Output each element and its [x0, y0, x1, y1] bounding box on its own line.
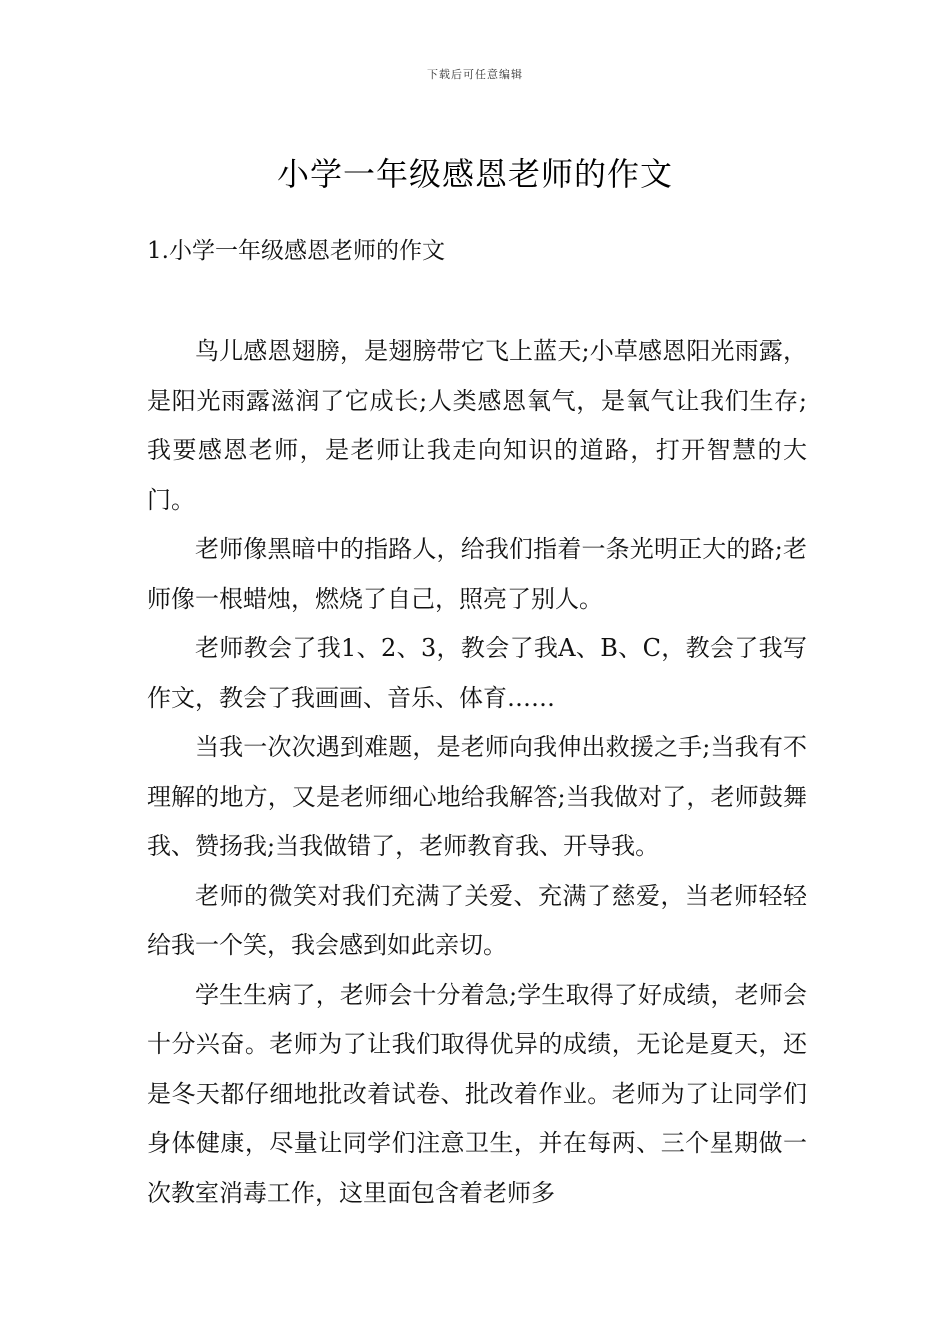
paragraph: 当我一次次遇到难题，是老师向我伸出救援之手;当我有不理解的地方，又是老师细心地给我解答;当我做对了，老师鼓舞我、赞扬我;当我做错了，老师教育我、开导我。	[147, 733, 807, 860]
paragraph: 老师像黑暗中的指路人，给我们指着一条光明正大的路;老师像一根蜡烛，燃烧了自己，照亮了别人。	[147, 535, 807, 613]
paragraph: 老师教会了我1、2、3，教会了我A、B、C，教会了我写作文，教会了我画画、音乐、体育……	[147, 634, 807, 712]
body-text	[147, 327, 807, 1218]
paragraph: 鸟儿感恩翅膀，是翅膀带它飞上蓝天;小草感恩阳光雨露，是阳光雨露滋润了它成长;人类感恩氧气，是氧气让我们生存;我要感恩老师，是老师让我走向知识的道路，打开智慧的大门。	[147, 337, 807, 514]
document-title: 小学一年级感恩老师的作文	[276, 155, 673, 194]
paragraph: 学生生病了，老师会十分着急;学生取得了好成绩，老师会十分兴奋。老师为了让我们取得优异的成绩，无论是夏天，还是冬天都仔细地批改着试卷、批改着作业。老师为了让同学们身体健康，尽量让同学们注意卫生，并在每两、三个星期做一次教室消毒工作，这里面包含着老师多	[147, 980, 807, 1207]
header-note: 下载后可任意编辑	[427, 68, 523, 81]
section-heading: 1.小学一年级感恩老师的作文	[147, 238, 445, 264]
paragraph: 老师的微笑对我们充满了关爱、充满了慈爱，当老师轻轻给我一个笑，我会感到如此亲切。	[147, 881, 807, 959]
